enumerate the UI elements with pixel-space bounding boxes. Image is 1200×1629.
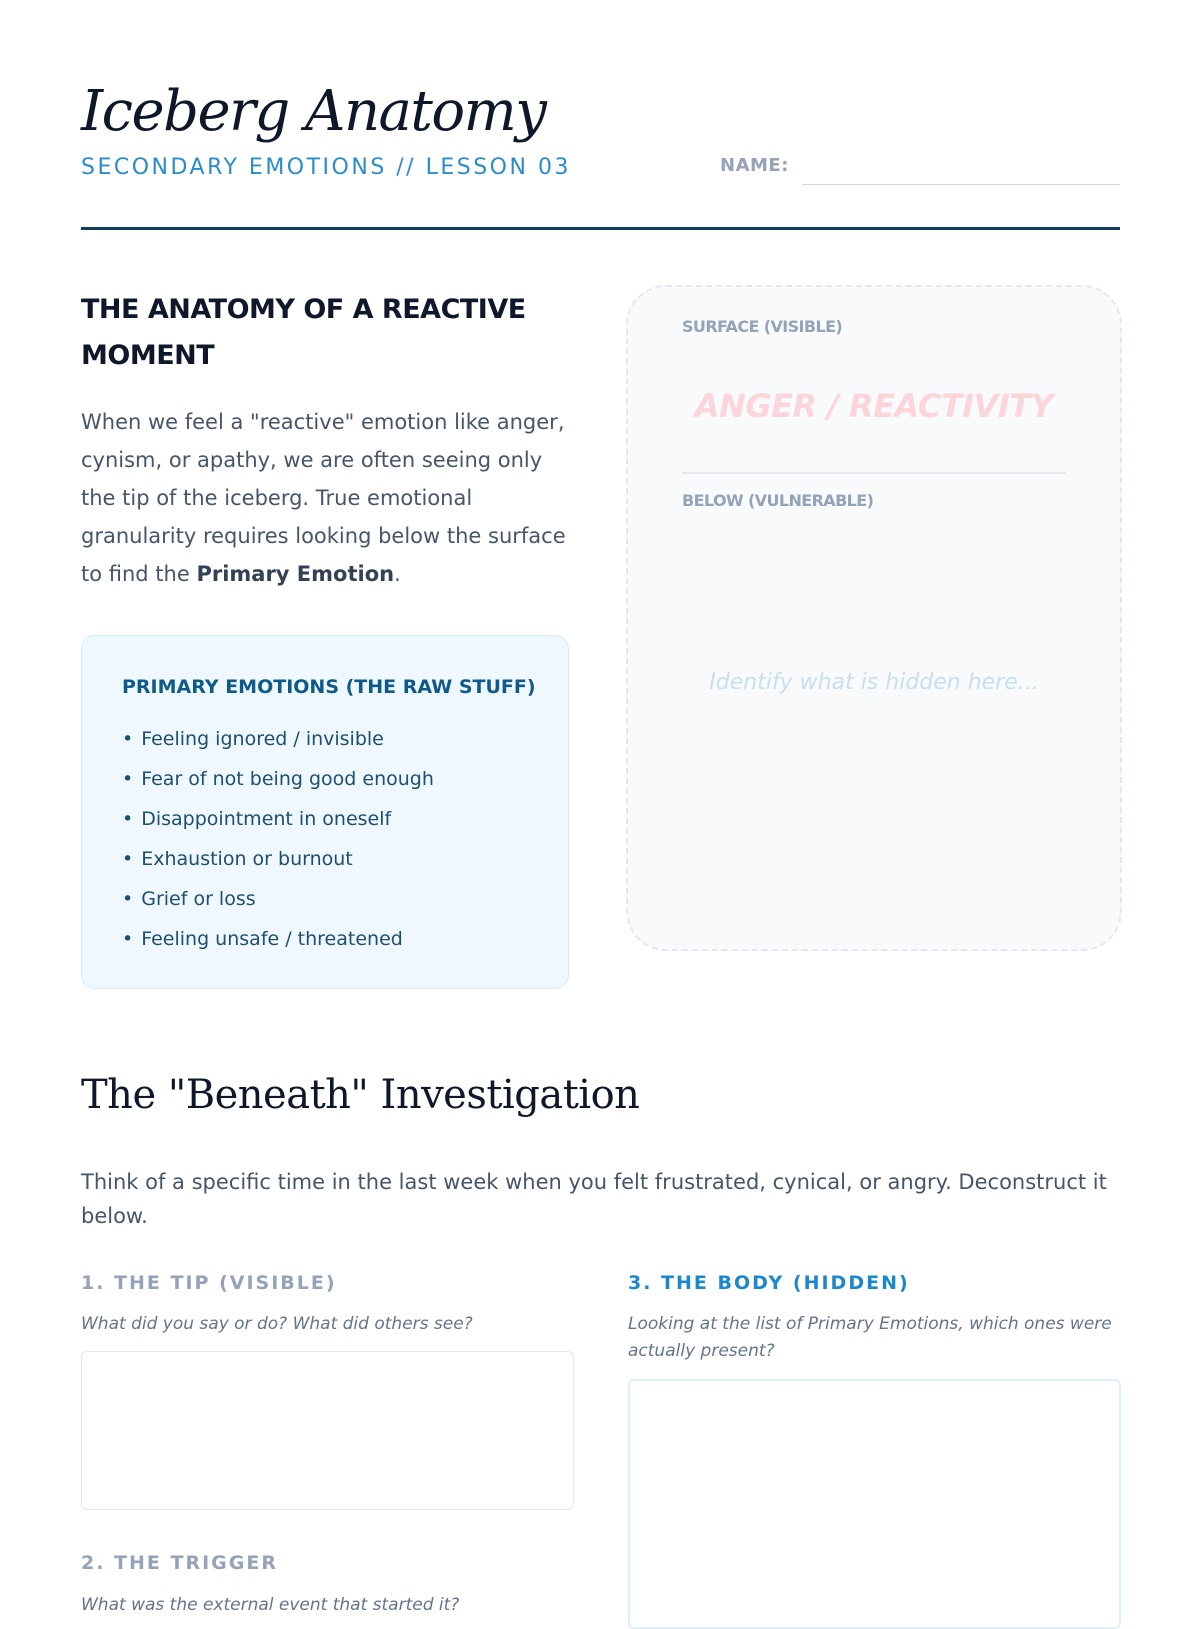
primary-emotions-box	[81, 635, 569, 989]
iceberg-diagram	[626, 285, 1122, 951]
anatomy-intro	[81, 403, 581, 593]
step-trigger-title: 2. THE TRIGGER	[81, 1552, 278, 1574]
primary-emotions-title: PRIMARY EMOTIONS (THE RAW STUFF)	[122, 676, 536, 698]
hidden-emotion-prompt: Identify what is hidden here...	[709, 670, 1039, 695]
name-label: NAME:	[720, 155, 789, 176]
step-tip-title: 1. THE TIP (VISIBLE)	[81, 1272, 337, 1294]
investigation-intro: Think of a specific time in the last week when you felt frustrated, cynical, or angry. Deconstruct it below.	[81, 1170, 1107, 1228]
list-item: • Fear of not being good enough	[122, 759, 434, 799]
intro-text: When we feel a "reactive" emotion like anger, cynism, or apathy, we are often seeing only the tip of the iceberg. True emotional granularity requires looking below the surface to find the	[81, 410, 566, 586]
list-item: • Exhaustion or burnout	[122, 839, 434, 879]
step-tip-hint: What did you say or do? What did others see?	[81, 1314, 473, 1334]
surface-label: SURFACE (VISIBLE)	[682, 317, 843, 336]
investigation-title: The "Beneath" Investigation	[81, 1072, 640, 1118]
surface-emotion: ANGER / REACTIVITY	[694, 387, 1054, 425]
list-item: • Grief or loss	[122, 879, 434, 919]
list-item: • Feeling ignored / invisible	[122, 719, 434, 759]
header-divider	[81, 227, 1120, 230]
body-answer-field[interactable]	[628, 1379, 1121, 1629]
name-field[interactable]	[802, 184, 1120, 185]
step-body-hint: Looking at the list of Primary Emotions, which ones were actually present?	[628, 1314, 1112, 1361]
tip-answer-field[interactable]	[81, 1351, 574, 1510]
step-trigger-hint: What was the external event that started it?	[81, 1595, 460, 1615]
lesson-subtitle: SECONDARY EMOTIONS // LESSON 03	[81, 155, 571, 180]
step-body-title: 3. THE BODY (HIDDEN)	[628, 1272, 910, 1294]
anatomy-heading: THE ANATOMY OF A REACTIVE MOMENT	[81, 294, 526, 371]
waterline-divider	[682, 472, 1066, 474]
primary-emotions-list	[122, 719, 434, 959]
list-item: • Disappointment in oneself	[122, 799, 434, 839]
intro-emphasis: Primary Emotion	[196, 562, 395, 586]
list-item: • Feeling unsafe / threatened	[122, 919, 434, 959]
intro-end: .	[394, 562, 401, 586]
worksheet-title: Iceberg Anatomy	[81, 79, 546, 144]
below-label: BELOW (VULNERABLE)	[682, 491, 874, 510]
